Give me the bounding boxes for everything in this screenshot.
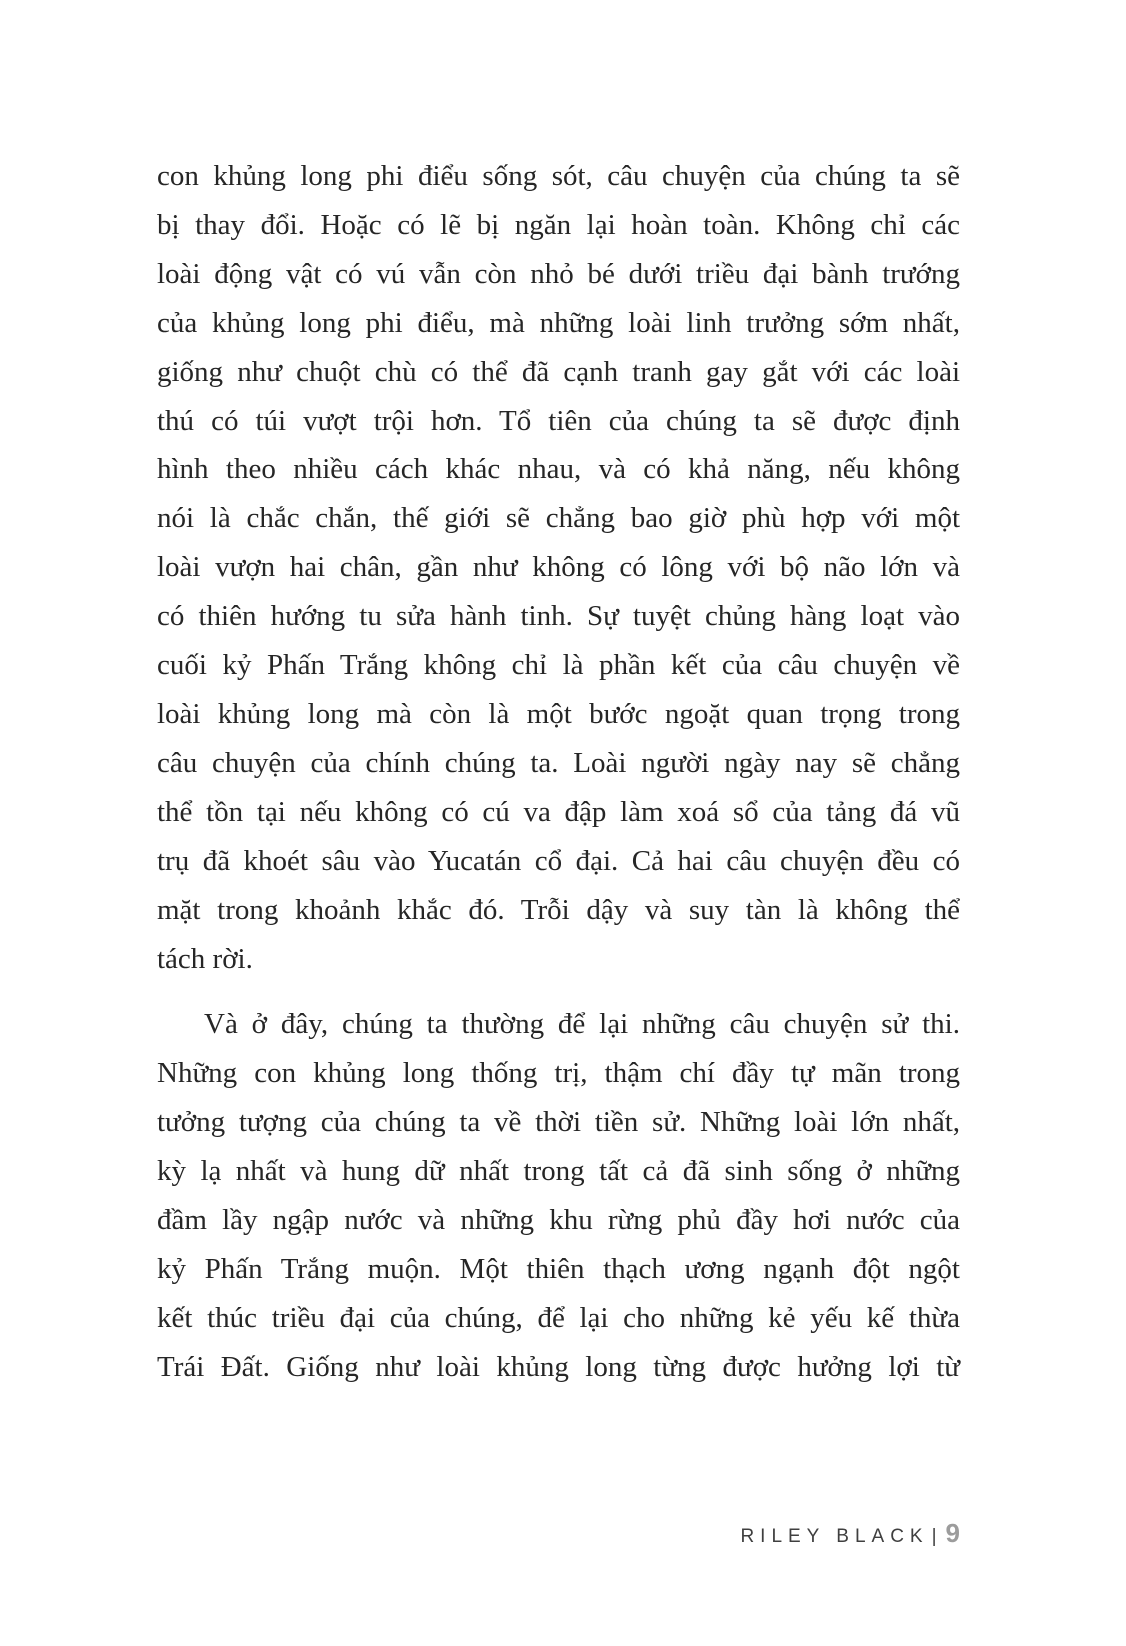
text-line: thể tồn tại nếu không có cú va đập làm xoá sổ của tảng đá vũ [157, 795, 960, 828]
paragraph [157, 152, 960, 983]
text-line: con khủng long phi điểu sống sót, câu chuyện của chúng ta sẽ [157, 160, 960, 192]
text-line: đầm lầy ngập nước và những khu rừng phủ đầy hơi nước của [157, 1204, 960, 1237]
page-number: 9 [945, 1518, 960, 1548]
text-line: loài vượn hai chân, gần như không có lông với bộ não lớn và [157, 551, 960, 584]
running-footer-author: RILEY BLACK [740, 1526, 929, 1547]
text-line: mặt trong khoảnh khắc đó. Trỗi dậy và suy tàn là không thể [157, 893, 960, 926]
paragraph [157, 1000, 960, 1391]
footer-separator: | [931, 1526, 937, 1547]
body-text [157, 152, 960, 1392]
text-line: Những con khủng long thống trị, thậm chí đầy tự mãn trong [157, 1057, 960, 1090]
text-line: câu chuyện của chính chúng ta. Loài người ngày nay sẽ chẳng [157, 746, 960, 779]
page-footer [740, 1518, 960, 1549]
text-line: loài động vật có vú vẫn còn nhỏ bé dưới triều đại bành trướng [157, 257, 960, 290]
text-line: bị thay đổi. Hoặc có lẽ bị ngăn lại hoàn toàn. Không chỉ các [157, 208, 960, 241]
text-line: tưởng tượng của chúng ta về thời tiền sử. Những loài lớn nhất, [157, 1106, 960, 1139]
text-line: Và ở đây, chúng ta thường để lại những câu chuyện sử thi. [204, 1008, 960, 1041]
text-line: kỷ Phấn Trắng muộn. Một thiên thạch ương ngạnh đột ngột [157, 1252, 960, 1285]
text-line: hình theo nhiều cách khác nhau, và có khả năng, nếu không [157, 453, 960, 486]
text-line: giống như chuột chù có thể đã cạnh tranh gay gắt với các loài [157, 355, 960, 388]
text-line: thú có túi vượt trội hơn. Tổ tiên của chúng ta sẽ được định [157, 404, 960, 437]
text-line: loài khủng long mà còn là một bước ngoặt quan trọng trong [157, 697, 960, 730]
text-line: của khủng long phi điểu, mà những loài linh trưởng sớm nhất, [157, 306, 960, 339]
text-line: Trái Đất. Giống như loài khủng long từng được hưởng lợi từ [157, 1350, 960, 1383]
text-line: nói là chắc chắn, thế giới sẽ chẳng bao giờ phù hợp với một [157, 502, 960, 535]
text-line: kết thúc triều đại của chúng, để lại cho những kẻ yếu kế thừa [157, 1301, 960, 1334]
text-line: tách rời. [157, 942, 253, 975]
text-line: kỳ lạ nhất và hung dữ nhất trong tất cả đã sinh sống ở những [157, 1155, 960, 1188]
text-line: cuối kỷ Phấn Trắng không chỉ là phần kết của câu chuyện về [157, 649, 960, 682]
text-line: có thiên hướng tu sửa hành tinh. Sự tuyệt chủng hàng loạt vào [157, 600, 960, 633]
text-line: trụ đã khoét sâu vào Yucatán cổ đại. Cả hai câu chuyện đều có [157, 844, 960, 877]
